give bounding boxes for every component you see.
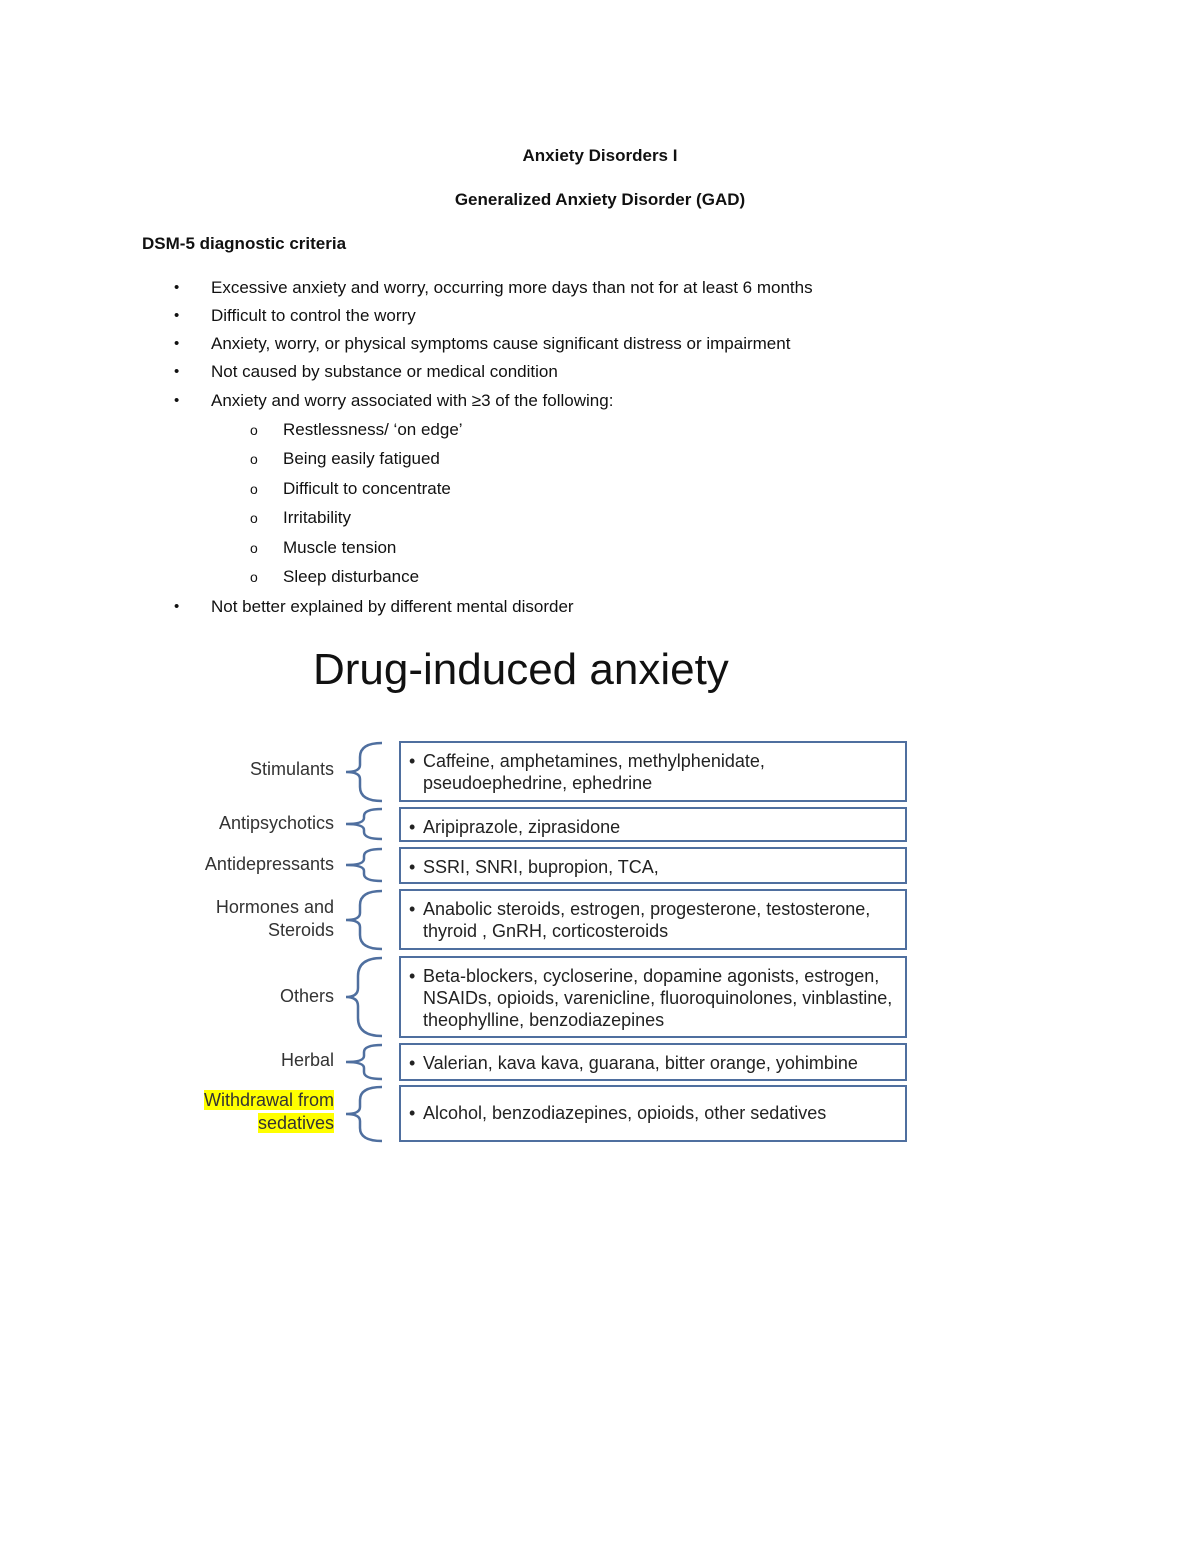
sub-bullet-icon: o [250, 540, 258, 556]
drug-box-hormones-and-steroids [399, 889, 907, 950]
bullet-icon: • [409, 899, 416, 919]
drug-list-text: Aripiprazole, ziprasidone [423, 817, 621, 837]
drug-list-text: Valerian, kava kava, guarana, bitter orange, yohimbine [423, 1053, 858, 1073]
bullet-icon: • [174, 335, 180, 352]
category-label-hormones-and-steroids: Hormones and Steroids [215, 897, 334, 940]
drug-box-others [399, 956, 907, 1038]
brace-icon [340, 847, 388, 883]
category-label-stimulants: Stimulants [249, 759, 334, 779]
criterion-text: Difficult to control the worry [211, 306, 416, 325]
bullet-icon: • [174, 363, 180, 380]
criterion-text: Not better explained by different mental disorder [211, 597, 574, 616]
criterion-text: Excessive anxiety and worry, occurring more days than not for at least 6 months [211, 278, 813, 297]
brace-icon [340, 956, 388, 1038]
drug-list-text: Beta-blockers, cycloserine, dopamine agonists, estrogen, NSAIDs, opioids, varenicline, fluoroquinolones, vinblastine, theophylline, benzodiazepines [423, 966, 893, 1030]
bullet-icon: • [409, 817, 416, 837]
sub-criterion-text: Irritability [283, 508, 352, 527]
drug-induced-title: Drug-induced anxiety [313, 645, 729, 694]
bullet-icon: • [174, 307, 180, 324]
brace-icon [340, 1085, 388, 1143]
drug-box-antidepressants [399, 847, 907, 884]
drug-list-text: SSRI, SNRI, bupropion, TCA, [423, 857, 659, 877]
category-label-herbal: Herbal [280, 1050, 334, 1070]
category-label-antidepressants: Antidepressants [204, 854, 334, 874]
sub-criterion-text: Being easily fatigued [283, 449, 440, 468]
sub-bullet-icon: o [250, 569, 258, 585]
brace-icon [340, 1043, 388, 1081]
brace-icon [340, 807, 388, 841]
sub-bullet-icon: o [250, 510, 258, 526]
drug-box-withdrawal-from-sedatives [399, 1085, 907, 1142]
criterion-text: Not caused by substance or medical condition [211, 362, 558, 381]
criterion-text: Anxiety, worry, or physical symptoms cause significant distress or impairment [211, 334, 791, 353]
drug-box-stimulants [399, 741, 907, 802]
drug-list-text: Alcohol, benzodiazepines, opioids, other sedatives [423, 1103, 827, 1123]
drug-list-text: Anabolic steroids, estrogen, progesterone, testosterone, thyroid , GnRH, corticosteroids [423, 899, 871, 941]
category-label-withdrawal-from-sedatives [174, 1089, 334, 1135]
bullet-icon: • [409, 1053, 416, 1073]
document-subtitle: Generalized Anxiety Disorder (GAD) [454, 190, 746, 209]
sub-bullet-icon: o [250, 481, 258, 497]
bullet-icon: • [409, 751, 416, 771]
brace-icon [340, 889, 388, 951]
bullet-icon: • [409, 966, 416, 986]
bullet-icon: • [174, 598, 180, 615]
criterion-text: Anxiety and worry associated with ≥3 of the following: [211, 391, 614, 410]
sub-bullet-icon: o [250, 422, 258, 438]
brace-icon [340, 741, 388, 803]
sub-criterion-text: Restlessness/ ‘on edge’ [283, 420, 463, 439]
sub-criterion-text: Sleep disturbance [283, 567, 420, 586]
document-title: Anxiety Disorders I [522, 146, 678, 165]
sub-bullet-icon: o [250, 451, 258, 467]
sub-criterion-text: Muscle tension [283, 538, 397, 557]
drug-list-text: Caffeine, amphetamines, methylphenidate, pseudoephedrine, ephedrine [423, 751, 765, 793]
highlighted-label-text: Withdrawal from sedatives [203, 1090, 334, 1133]
drug-box-herbal [399, 1043, 907, 1081]
bullet-icon: • [409, 857, 416, 877]
bullet-icon: • [409, 1103, 416, 1123]
category-label-antipsychotics: Antipsychotics [218, 813, 334, 833]
criteria-heading: DSM-5 diagnostic criteria [142, 234, 347, 253]
bullet-icon: • [174, 279, 180, 296]
sub-criterion-text: Difficult to concentrate [283, 479, 451, 498]
bullet-icon: • [174, 392, 180, 409]
drug-box-antipsychotics [399, 807, 907, 842]
category-label-others: Others [279, 986, 334, 1006]
